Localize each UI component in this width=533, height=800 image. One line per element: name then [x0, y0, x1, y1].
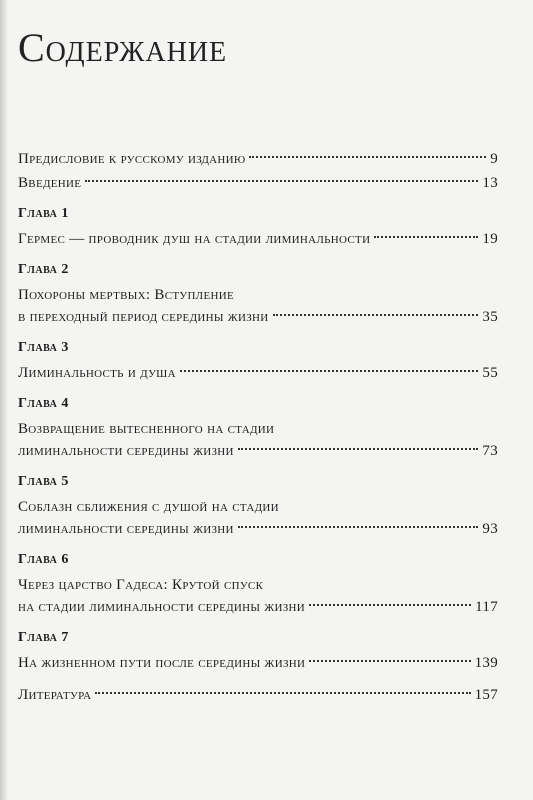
- toc-entry-title-line2: лиминальности середины жизни: [18, 521, 234, 537]
- toc-entry-title-line1: Похороны мертвых: Вступление: [18, 287, 234, 303]
- toc-entry[interactable]: [18, 172, 498, 194]
- toc-entry-page: 13: [482, 175, 498, 191]
- dot-leader: [309, 604, 471, 606]
- dot-leader: [180, 370, 479, 372]
- toc-entry-title: Гермес — проводник душ на стадии лиминальности: [18, 231, 371, 247]
- toc-entry[interactable]: [18, 362, 498, 384]
- toc-entry-page: 9: [490, 151, 498, 167]
- toc-entry[interactable]: [18, 284, 498, 328]
- chapter-label: Глава 6: [18, 552, 69, 567]
- dot-leader: [273, 314, 479, 316]
- toc-entry[interactable]: [18, 148, 498, 170]
- scan-edge: [0, 0, 8, 800]
- chapter-label: Глава 7: [18, 630, 69, 645]
- page-title: Содержание: [18, 25, 228, 70]
- chapter-label: Глава 2: [18, 262, 69, 277]
- toc-entry-page: 73: [482, 443, 498, 459]
- toc-entry[interactable]: [18, 574, 498, 618]
- toc-entry-title-line2: в переходный период середины жизни: [18, 309, 269, 325]
- toc-entry-title-line2: на стадии лиминальности середины жизни: [18, 599, 306, 615]
- toc-entry-page: 117: [475, 599, 498, 615]
- toc-entry[interactable]: [18, 228, 498, 250]
- chapter-label: Глава 1: [18, 206, 69, 221]
- dot-leader: [238, 448, 479, 450]
- dot-leader: [374, 236, 478, 238]
- toc-entry[interactable]: [18, 652, 498, 674]
- toc-entry-title: Введение: [18, 175, 82, 191]
- toc-entry[interactable]: [18, 496, 498, 540]
- toc-entry-title: Предисловие к русскому изданию: [18, 151, 246, 167]
- chapter-label: Глава 5: [18, 474, 69, 489]
- toc-entry-title: Литература: [18, 687, 92, 703]
- toc-entry[interactable]: [18, 418, 498, 462]
- toc-entry-title-line1: Соблазн сближения с душой на стадии: [18, 499, 279, 515]
- toc-entry[interactable]: [18, 684, 498, 706]
- dot-leader: [309, 660, 470, 662]
- toc-entry-page: 157: [474, 687, 498, 703]
- toc-entry-title-line1: Через царство Гадеса: Крутой спуск: [18, 577, 264, 593]
- dot-leader: [238, 526, 479, 528]
- toc-entry-page: 93: [482, 521, 498, 537]
- toc-entry-title-line1: Возвращение вытесненного на стадии: [18, 421, 275, 437]
- chapter-label: Глава 3: [18, 340, 69, 355]
- toc-entry-page: 35: [482, 309, 498, 325]
- toc-entry-page: 55: [482, 365, 498, 381]
- dot-leader: [249, 156, 486, 158]
- dot-leader: [95, 692, 470, 694]
- chapter-label: Глава 4: [18, 396, 69, 411]
- toc-entry-page: 139: [474, 655, 498, 671]
- toc-entry-title-line2: лиминальности середины жизни: [18, 443, 234, 459]
- toc-entry-title: Лиминальность и душа: [18, 365, 176, 381]
- dot-leader: [85, 180, 478, 182]
- toc-entry-page: 19: [482, 231, 498, 247]
- toc-entry-title: На жизненном пути после середины жизни: [18, 655, 306, 671]
